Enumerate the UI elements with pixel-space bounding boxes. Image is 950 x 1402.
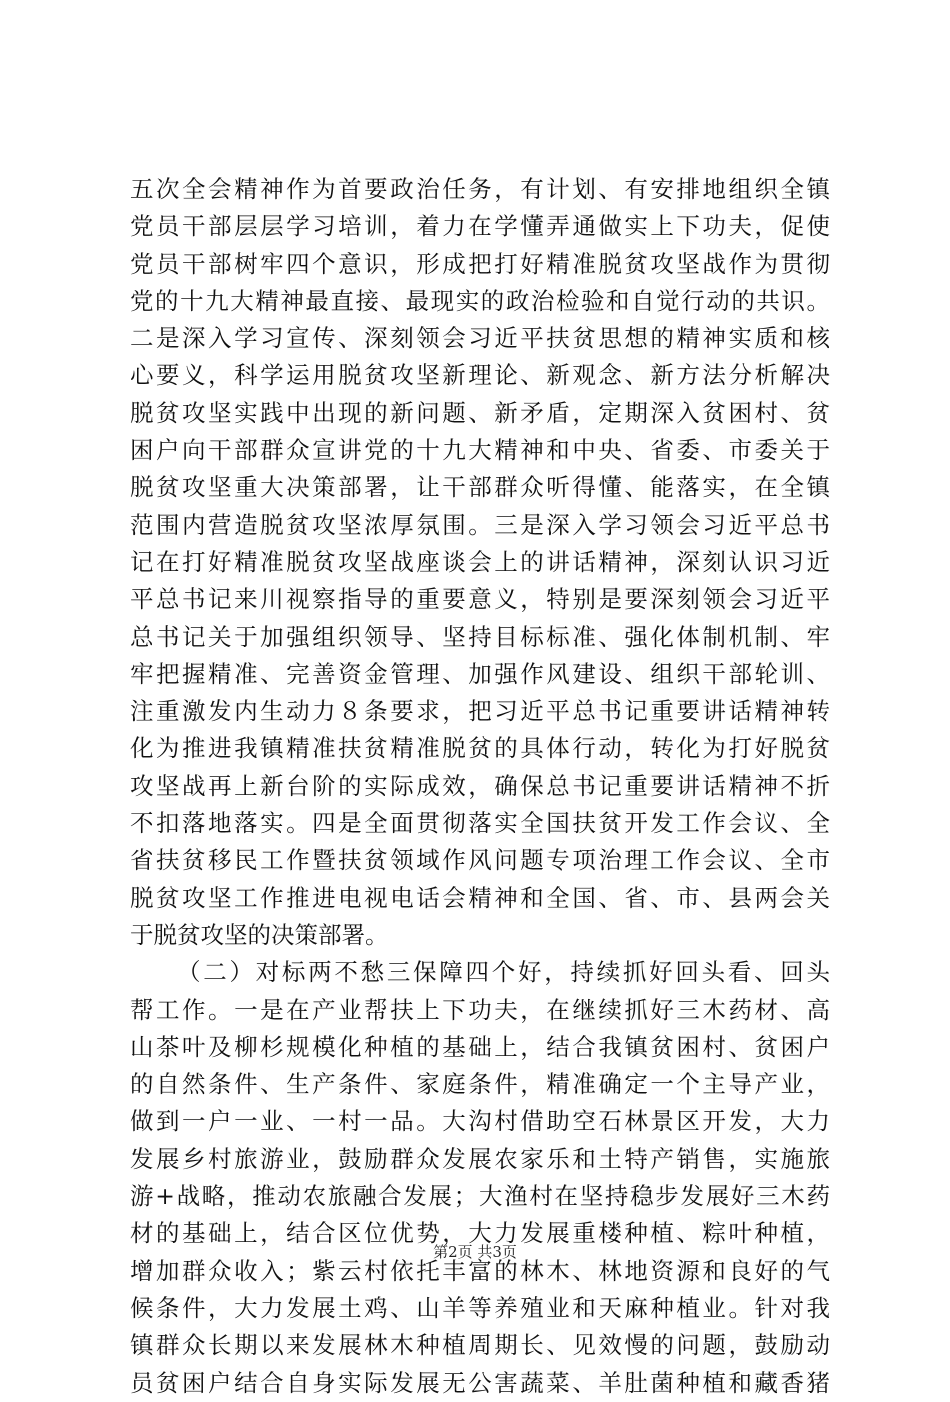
text-line: 党员干部树牢四个意识，形成把打好精准脱贫攻坚战作为贯彻	[130, 249, 830, 278]
text-line: 党员干部层层学习培训，着力在学懂弄通做实上下功夫，促使	[130, 212, 830, 241]
text-line: 注重激发内生动力８条要求，把习近平总书记重要讲话精神转	[130, 697, 830, 726]
text-line: 帮工作。一是在产业帮扶上下功夫，在继续抓好三木药材、高	[130, 995, 830, 1024]
text-line: 二是深入学习宣传、深刻领会习近平扶贫思想的精神实质和核	[130, 324, 830, 353]
text-line: 材的基础上，结合区位优势，大力发展重楼种植、粽叶种植，	[130, 1219, 830, 1248]
text-line: 攻坚战再上新台阶的实际成效，确保总书记重要讲话精神不折	[130, 771, 830, 800]
section-heading-line: （二）对标两不愁三保障四个好，持续抓好回头看、回头	[177, 958, 830, 987]
text-line: 脱贫攻坚工作推进电视电话会精神和全国、省、市、县两会关	[130, 883, 830, 912]
text-line: 不扣落地落实。四是全面贯彻落实全国扶贫开发工作会议、全	[130, 809, 830, 838]
page-footer	[0, 1242, 950, 1262]
text-line: 省扶贫移民工作暨扶贫领域作风问题专项治理工作会议、全市	[130, 846, 830, 875]
page-number-label: 第2页 共3页	[433, 1243, 517, 1261]
text-line: 候条件，大力发展土鸡、山羊等养殖业和天麻种植业。针对我	[130, 1293, 830, 1322]
body-text	[130, 171, 830, 1402]
text-line: 困户向干部群众宣讲党的十九大精神和中央、省委、市委关于	[130, 436, 830, 465]
text-line: 记在打好精准脱贫攻坚战座谈会上的讲话精神，深刻认识习近	[130, 547, 830, 576]
text-line: 脱贫攻坚重大决策部署，让干部群众听得懂、能落实，在全镇	[130, 473, 830, 502]
text-line: 山茶叶及柳杉规模化种植的基础上，结合我镇贫困村、贫困户	[130, 1032, 830, 1061]
text-line: 做到一户一业、一村一品。大沟村借助空石林景区开发，大力	[130, 1107, 830, 1136]
text-line: 五次全会精神作为首要政治任务，有计划、有安排地组织全镇	[130, 175, 830, 203]
text-line: 的自然条件、生产条件、家庭条件，精准确定一个主导产业，	[130, 1070, 830, 1099]
text-line: 增加群众收入；紫云村依托丰富的林木、林地资源和良好的气	[130, 1256, 830, 1285]
text-line: 员贫困户结合自身实际发展无公害蔬菜、羊肚菌种植和藏香猪	[130, 1368, 830, 1397]
text-line: 发展乡村旅游业，鼓励群众发展农家乐和土特产销售，实施旅	[130, 1144, 830, 1173]
text-line: 心要义，科学运用脱贫攻坚新理论、新观念、新方法分析解决	[130, 361, 830, 390]
text-line: 于脱贫攻坚的决策部署。	[130, 920, 389, 949]
text-line: 平总书记来川视察指导的重要意义，特别是要深刻领会习近平	[130, 585, 830, 614]
text-line: 游+战略，推动农旅融合发展；大渔村在坚持稳步发展好三木药	[130, 1182, 830, 1211]
text-line: 总书记关于加强组织领导、坚持目标标准、强化体制机制、牢	[130, 622, 830, 651]
text-line: 牢把握精准、完善资金管理、加强作风建设、组织干部轮训、	[130, 659, 830, 688]
text-line: 脱贫攻坚实践中出现的新问题、新矛盾，定期深入贫困村、贫	[130, 398, 830, 427]
text-line: 镇群众长期以来发展林木种植周期长、见效慢的问题，鼓励动	[130, 1331, 830, 1360]
text-line: 范围内营造脱贫攻坚浓厚氛围。三是深入学习领会习近平总书	[130, 510, 830, 539]
text-line: 党的十九大精神最直接、最现实的政治检验和自觉行动的共识。	[130, 286, 830, 315]
text-line: 化为推进我镇精准扶贫精准脱贫的具体行动，转化为打好脱贫	[130, 734, 830, 763]
